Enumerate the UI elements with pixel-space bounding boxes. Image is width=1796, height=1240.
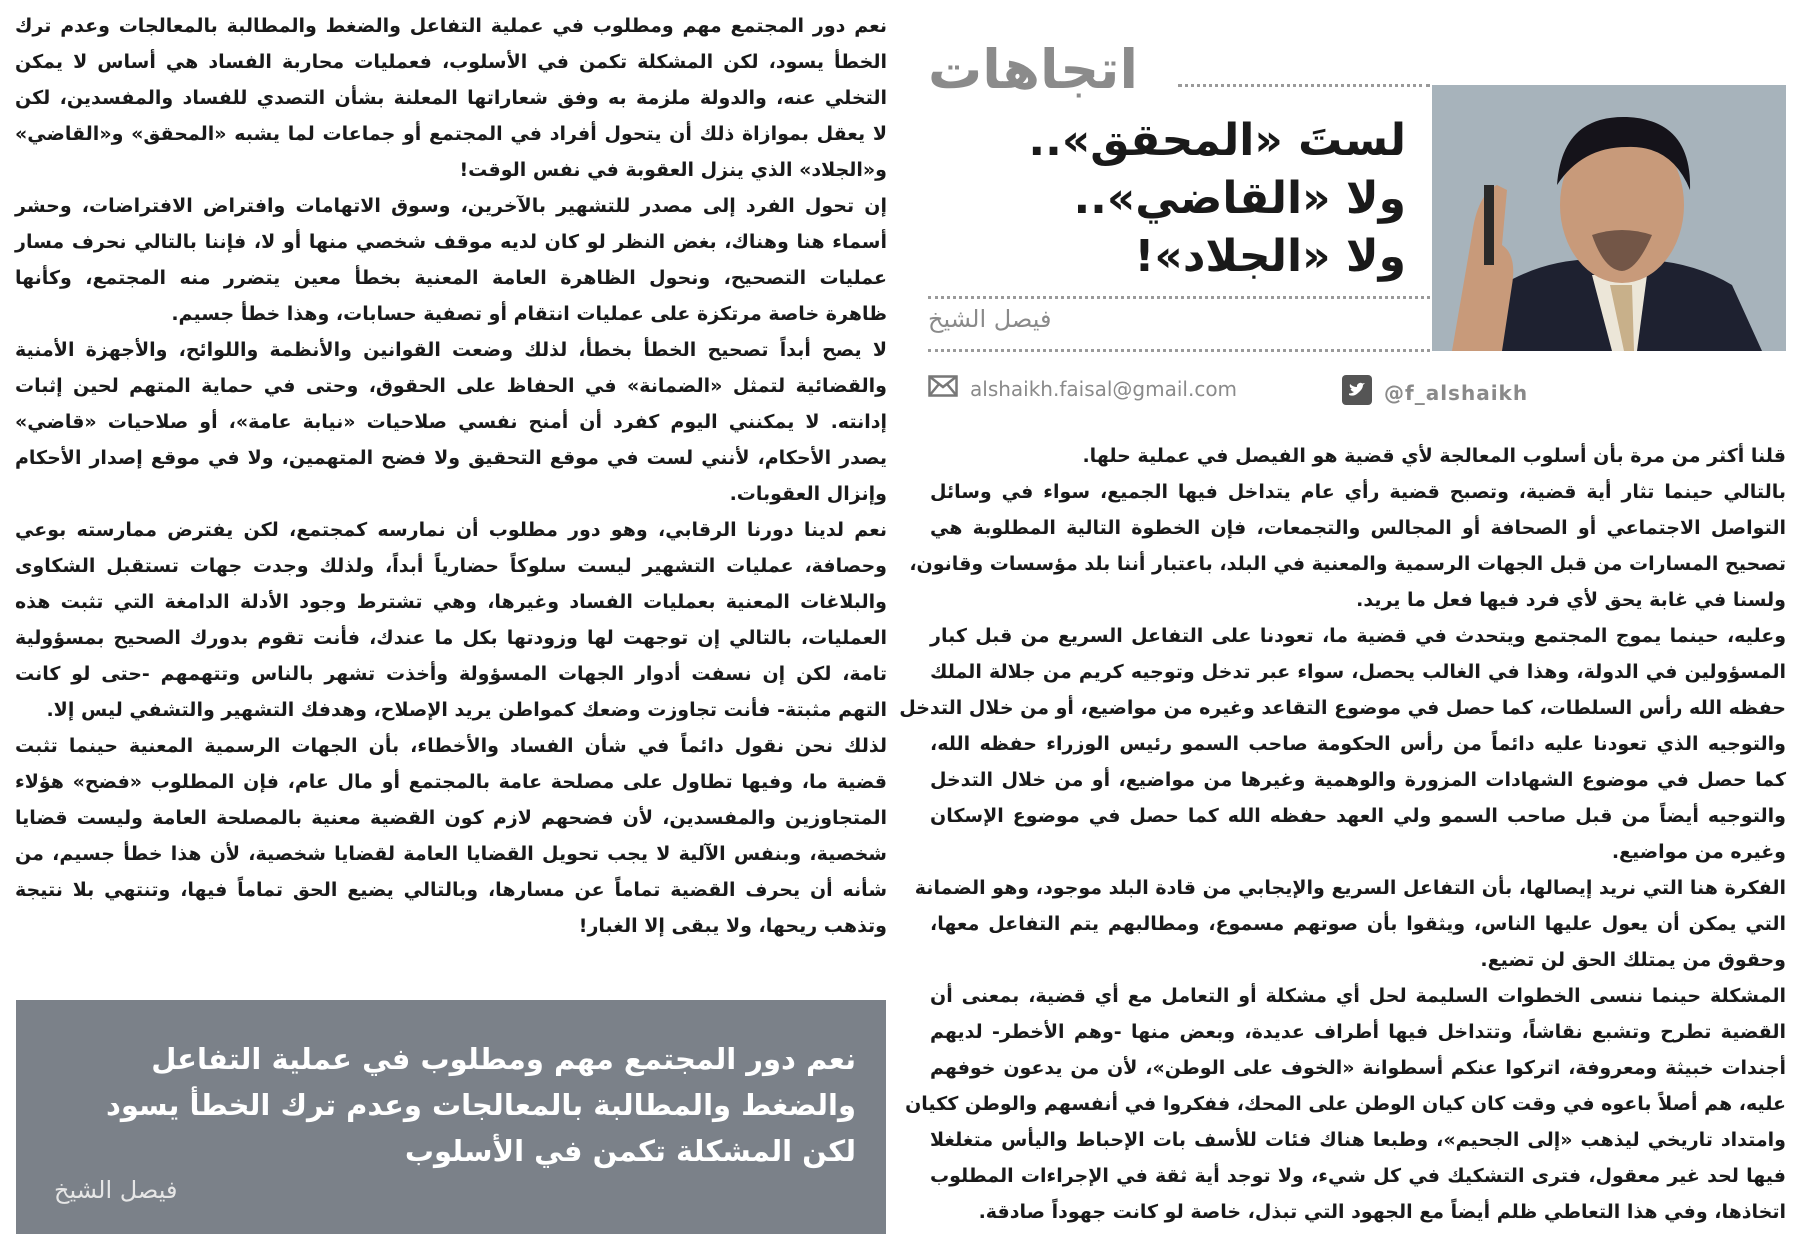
text-line: نعم دور المجتمع مهم ومطلوب في عملية التفاعل والضغط والمطالبة بالمعالجات وعدم ترك: [15, 15, 887, 37]
twitter-icon: [1342, 375, 1372, 410]
envelope-icon: [928, 375, 958, 402]
text-line: المشكلة حينما ننسى الخطوات السليمة لحل أي مشكلة أو التعامل مع أي قضية، بمعنى أن: [930, 985, 1786, 1007]
text-line: لا يصح أبداً تصحيح الخطأ بخطأ، لذلك وضعت القوانين والأنظمة واللوائح، والأجهزة الأمنية: [15, 339, 887, 361]
text-line: فيها لحد غير معقول، فترى التشكيك في كل شيء، ولا توجد أية ثقة في الإجراءات المطلوب: [930, 1165, 1786, 1187]
twitter-contact[interactable]: [1342, 375, 1528, 410]
text-line: القضية تطرح وتشبع نقاشاً، وتتداخل فيها أطراف عديدة، وبعض منها -وهم الأخطر- لديهم: [930, 1021, 1786, 1043]
text-line: والتوجيه أيضاً من قبل صاحب السمو ولي العهد حفظه الله كما حصل في موضوع الإسكان: [930, 805, 1786, 827]
author-photo: [1432, 85, 1786, 351]
text-line: الخطأ يسود، لكن المشكلة تكمن في الأسلوب، فعمليات محاربة الفساد هي أساس لا يمكن: [15, 51, 887, 73]
text-line: لا يعقل بموازاة ذلك أن يتحول أفراد في المجتمع أو جماعات لما يشبه «المحقق» و«القاضي»: [15, 123, 887, 145]
text-line: و«الجلاد» الذي ينزل العقوبة في نفس الوقت!: [459, 159, 887, 181]
pull-quote-author: فيصل الشيخ: [54, 1176, 178, 1204]
paragraph: [899, 618, 1786, 870]
text-line: تامة، لكن إن نسفت أدوار الجهات المسؤولة وأخذت تشهر بالناس وتتهمهم -حتى لو كانت: [15, 663, 887, 685]
text-line: كما حصل في موضوع الشهادات المزورة والوهمية وغيرها من مواضيع، أو من خلال التدخل: [930, 769, 1786, 791]
paragraph: [914, 870, 1786, 978]
right-column-body: [899, 438, 1786, 1230]
divider: [1178, 84, 1430, 87]
paragraph: [15, 332, 887, 512]
text-line: ولسنا في غابة يحق لأي فرد فيها فعل ما يريد.: [1356, 589, 1786, 611]
text-line: إدانته. لا يمكنني اليوم كفرد أن أمنح نفسي صلاحيات «نيابة عامة»، أو صلاحيات «قاضي»: [15, 411, 887, 433]
paragraph: [909, 474, 1786, 618]
text-line: ظاهرة خاصة مرتكزة على عمليات انتقام أو تصفية حسابات، وهذا خطأ جسيم.: [171, 303, 887, 325]
text-line: المتجاوزين والمفسدين، لأن فضحهم لازم كون القضية معنية بالمصلحة العامة وليست قضايا: [15, 807, 887, 829]
email-address[interactable]: alshaikh.faisal@gmail.com: [970, 376, 1238, 401]
text-line: نعم لدينا دورنا الرقابي، وهو دور مطلوب أن نمارسه كمجتمع، لكن يفترض ممارسته بوعي: [15, 519, 887, 541]
paragraph: [930, 438, 1786, 474]
text-line: قضية ما، وفيها تطاول على مصلحة عامة بالمجتمع أو مال عام، فإن المطلوب «فضح» هؤلاء: [15, 771, 887, 793]
text-line: بالتالي حينما تثار أية قضية، وتصبح قضية رأي عام يتداخل فيها الجميع، سواء في وسائل: [930, 481, 1786, 503]
text-line: وحصافة، عمليات التشهير ليست سلوكاً حضارياً أبداً، ولذلك وجدت جهات تستقبل الشكاوى: [15, 555, 887, 577]
paragraph: [15, 188, 887, 332]
title-line: ولا «الجلاد»!: [1134, 231, 1406, 282]
text-line: وعليه، حينما يموج المجتمع ويتحدث في قضية ما، تعودنا على التفاعل السريع من قبل كبار: [930, 625, 1786, 647]
paragraph: [15, 8, 887, 188]
left-column-body: [15, 8, 887, 944]
paragraph: [15, 728, 887, 944]
paragraph: [15, 512, 887, 728]
text-line: التهم مثبتة- فأنت تجاوزت وضعك كمواطن يريد الإصلاح، وهدفك التشهير والتشفي ليس إلا.: [46, 699, 887, 721]
text-line: المسؤولين في الدولة، وهذا في الغالب يحصل، سواء عبر تدخل وتوجيه كريم من جلالة الملك: [930, 661, 1786, 683]
text-line: اتخاذها، وفي هذا التعاطي ظلم أيضاً مع الجهود التي تبذل، خاصة لو كانت جهوداً صادقة.: [978, 1201, 1786, 1223]
text-line: وامتداد تاريخي ليذهب «إلى الجحيم»، وطبعا هناك فئات للأسف بات الإحباط واليأس متغلغلا: [930, 1129, 1786, 1151]
text-line: التواصل الاجتماعي أو الصحافة أو المجالس والتجمعات، فإن الخطوة التالية المطلوبة هي: [930, 517, 1786, 539]
text-line: تصحيح المسارات من قبل الجهات الرسمية والمعنية في البلد، باعتبار أننا بلد مؤسسات وقانون،: [909, 553, 1786, 575]
text-line: أجندات خبيثة ومعروفة، اتركوا عنكم أسطوانة «الخوف على الوطن»، لأن من يدعون خوفهم: [930, 1057, 1786, 1079]
text-line: العمليات، بالتالي إن توجهت لها وزودتها بكل ما عندك، فأنت تقوم بدورك الصحيح بمسؤولية: [15, 627, 887, 649]
text-line: عمليات التصحيح، ونحول الظاهرة العامة المعنية بخطأ معين يتضرر منه المجتمع، وكأنها: [15, 267, 887, 289]
text-line: وتذهب ريحها، ولا يبقى إلا الغبار!: [578, 915, 887, 937]
text-line: عليه، هم أصلاً باعوه في وقت كان كيان الوطن على المحك، ففكروا في أنفسهم والوطن ككيان: [905, 1093, 1786, 1115]
text-line: لذلك نحن نقول دائماً في شأن الفساد والأخطاء، بأن الجهات الرسمية المعنية حينما تثبت: [15, 735, 887, 757]
pull-quote-text: نعم دور المجتمع مهم ومطلوب في عملية التفاعل والضغط والمطالبة بالمعالجات وعدم ترك الخطأ يسود لكن المشكلة تكمن في الأسلوب: [105, 1042, 856, 1168]
pull-quote: [16, 1000, 886, 1234]
text-line: وحقوق من يمتلك الحق لن تضيع.: [1480, 949, 1786, 971]
text-line: والبلاغات المعنية بعمليات الفساد وغيرها، وهي تشترط وجود الأدلة الدامغة التي تثبت هذه: [15, 591, 887, 613]
text-line: والتوجيه الذي تعودنا عليه دائماً من رأس الحكومة صاحب السمو رئيس الوزراء حفظه الله،: [930, 733, 1786, 755]
email-contact[interactable]: [928, 375, 1237, 402]
twitter-handle[interactable]: @f_alshaikh: [1384, 380, 1529, 405]
text-line: إن تحول الفرد إلى مصدر للتشهير بالآخرين، وسوق الاتهامات وافتراض الافتراضات، وحشر: [15, 195, 887, 217]
text-line: والقضائية لتمثل «الضمانة» في الحفاظ على الحقوق، وحتى في حماية المتهم لحين إثبات: [15, 375, 887, 397]
text-line: وإنزال العقوبات.: [729, 483, 887, 505]
article-title: [1028, 112, 1406, 286]
text-line: أسماء هنا وهناك، بغض النظر لو كان لديه موقف شخصي منها أو لا، فإننا بالتالي نحرف مسار: [15, 231, 887, 253]
text-line: التخلي عنه، والدولة ملزمة به وفق شعاراتها المعلنة بشأن التصدي للفساد والمفسدين، لكن: [15, 87, 887, 109]
title-line: لستَ «المحقق»..: [1028, 115, 1406, 166]
text-line: وغيره من مواضيع.: [1611, 841, 1786, 863]
text-line: شخصية، وبنفس الآلية لا يجب تحويل القضايا العامة لقضايا شخصية، لأن هذا خطأ جسيم، من: [15, 843, 887, 865]
text-line: يصدر الأحكام، لأنني لست في موقع التحقيق ولا فضح المتهمين، ولا في موقع إصدار الأحكام: [15, 447, 887, 469]
text-line: الفكرة هنا التي نريد إيصالها، بأن التفاعل السريع والإيجابي من قادة البلد موجود، وهو الضمانة: [914, 877, 1786, 899]
text-line: حفظه الله رأس السلطات، كما حصل في موضوع التقاعد وغيره من مواضيع، أو من خلال التدخل: [899, 697, 1786, 719]
text-line: قلنا أكثر من مرة بأن أسلوب المعالجة لأي قضية هو الفيصل في عملية حلها.: [1082, 445, 1786, 467]
section-label: اتجاهات: [928, 38, 1138, 101]
author-name: فيصل الشيخ: [928, 305, 1052, 333]
title-line: ولا «القاضي»..: [1073, 173, 1406, 224]
paragraph: [905, 978, 1786, 1230]
divider: [928, 296, 1430, 299]
divider: [928, 349, 1430, 352]
text-line: شأنه أن يحرف القضية تماماً عن مسارها، وبالتالي يضيع الحق تماماً فيها، وتنتهي بلا نتيجة: [15, 879, 887, 901]
text-line: التي يمكن أن يعول عليها الناس، ويثقوا بأن صوتهم مسموع، ومطالبهم يتم التفاعل معها،: [930, 913, 1786, 935]
